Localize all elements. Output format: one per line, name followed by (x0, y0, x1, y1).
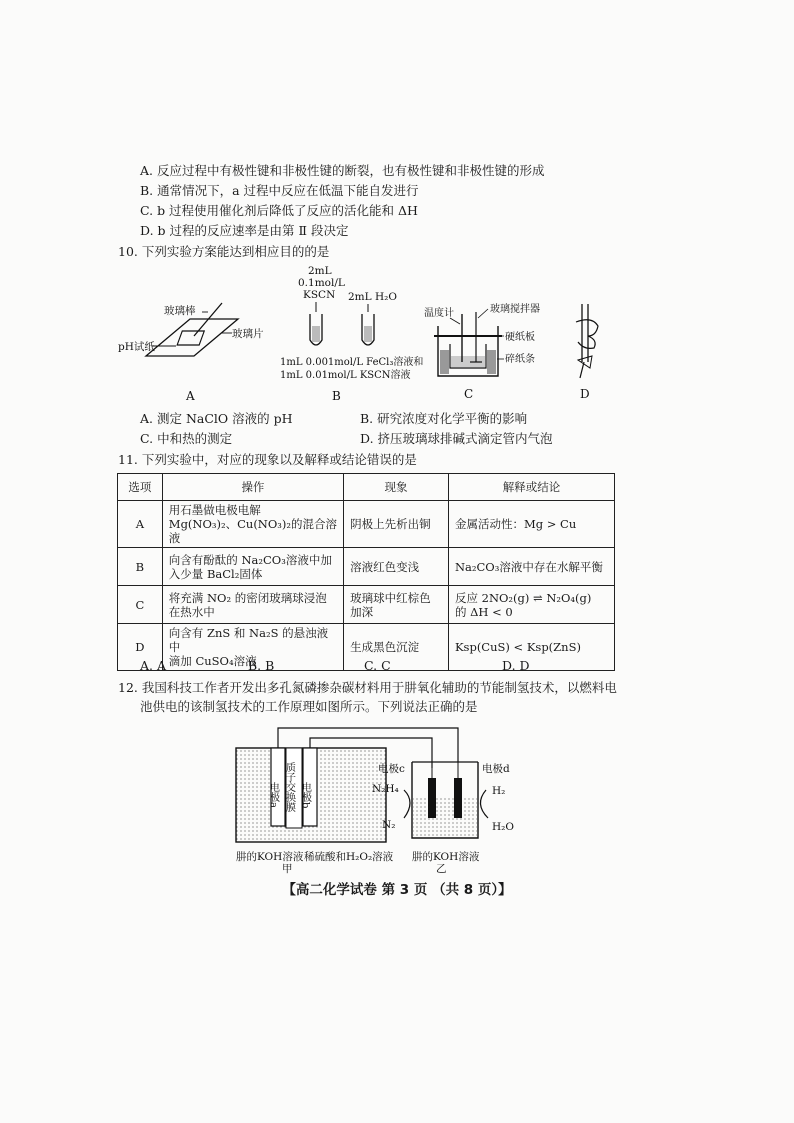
plate-label: 玻璃片 (232, 328, 264, 340)
q10-stem: 10. 下列实验方案能达到相应目的的是 (118, 244, 330, 259)
row-phenomenon: 溶液红色变浅 (344, 548, 449, 586)
q12-stem-line1: 12. 我国科技工作者开发出多孔氮磷掺杂碳材料用于肼氧化辅助的节能制氢技术，以燃料电 (118, 680, 617, 695)
kscn-vol: 2mL (308, 265, 332, 277)
thermometer-label: 温度计 (424, 308, 454, 319)
table-row (118, 586, 615, 624)
row-option: C (118, 586, 163, 624)
row-option: B (118, 548, 163, 586)
phenomenon-line: 玻璃球中红棕色 (350, 590, 431, 605)
electrode-c (428, 778, 436, 818)
page-footer: 【高二化学试卷 第 3 页 （共 8 页）】 (282, 882, 512, 898)
q11-option-c: C. C (364, 658, 391, 673)
fecl3-label: 1mL 0.001mol/L FeCl₃溶液和 (280, 357, 424, 368)
row-conclusion: 金属活动性：Mg > Cu (448, 501, 614, 548)
q10-option-c: C. 中和热的测定 (140, 431, 233, 446)
table-row (118, 548, 615, 586)
operation-line: 在热水中 (168, 604, 215, 619)
q10-figure-c (420, 298, 560, 406)
q11-option-a: A. A (140, 658, 167, 673)
cell-yi-solution (413, 796, 477, 837)
electrode-a-label: 电极a (267, 782, 279, 808)
q10-figure-b (270, 262, 424, 404)
left-solution-label: 肼的KOH溶液 (236, 851, 304, 863)
fig-c-label: C (464, 387, 474, 401)
q9-option-b: B. 通常情况下，a 过程中反应在低温下能自发进行 (140, 183, 419, 198)
scraps-label: 碎纸条 (505, 354, 535, 365)
operation-line: 向含有酚酞的 Na₂CO₃溶液中加 (168, 552, 332, 567)
burette-tip (580, 362, 584, 378)
header-operation: 操作 (162, 474, 343, 501)
row-phenomenon (344, 586, 449, 624)
table-row (118, 501, 615, 548)
tube-1-liquid (312, 326, 320, 342)
row-option: A (118, 501, 163, 548)
header-conclusion: 解释或结论 (448, 474, 614, 501)
row-operation (162, 586, 343, 624)
q10-option-b: B. 研究浓度对化学平衡的影响 (360, 411, 528, 426)
fig-b-label: B (332, 389, 341, 403)
conclusion-line: 的 ΔH < 0 (454, 604, 513, 619)
cell-yi-solution-label: 肼的KOH溶液 (412, 851, 480, 863)
scraps-right (487, 350, 496, 374)
right-solution-label: 稀硫酸和H₂O₂溶液 (304, 851, 394, 863)
fig-a-label: A (186, 389, 195, 403)
electrode-d (454, 778, 462, 818)
operation-line: 滴加 CuSO₄溶液 (168, 654, 257, 668)
paper-label: pH试纸 (118, 341, 155, 353)
q11-option-d: D. D (502, 658, 530, 673)
row-operation (162, 548, 343, 586)
operation-line: Mg(NO₃)₂、Cu(NO₃)₂的混合溶液 (168, 517, 338, 545)
row-phenomenon: 阴极上先析出铜 (344, 501, 449, 548)
q9-option-c: C. b 过程使用催化剂后降低了反应的活化能和 ΔH (140, 203, 418, 218)
ph-paper-shape (177, 331, 204, 345)
header-option: 选项 (118, 474, 163, 501)
q10-option-d: D. 挤压玻璃球排碱式滴定管内气泡 (360, 431, 553, 446)
operation-line: 将充满 NO₂ 的密闭玻璃球浸泡 (168, 590, 327, 605)
tip-bend (578, 356, 592, 368)
kscn-name: KSCN (303, 289, 336, 301)
operation-line: 用石墨做电极电解 (168, 503, 261, 517)
q12-stem-line2: 池供电的该制氢技术的工作原理如图所示。下列说法正确的是 (140, 699, 478, 714)
rod-label: 玻璃棒 (164, 305, 196, 317)
operation-line: 入少量 BaCl₂固体 (168, 566, 263, 581)
h2o-label: H₂O (492, 821, 514, 833)
cell-yi-label: 乙 (436, 863, 447, 875)
q11-stem: 11. 下列实验中，对应的现象以及解释或结论错误的是 (118, 452, 417, 467)
q10-option-a: A. 测定 NaClO 溶液的 pH (140, 411, 293, 426)
n2h4-label: N₂H₄ (372, 783, 399, 795)
q10-figure-a (118, 296, 264, 406)
q11-option-b: B. B (248, 658, 275, 673)
q11-table (117, 473, 615, 671)
phenomenon-line: 加深 (350, 604, 374, 619)
glass-plate-shape (146, 319, 238, 356)
header-phenomenon: 现象 (344, 474, 449, 501)
operation-line: 向含有 ZnS 和 Na₂S 的悬浊液中 (168, 626, 329, 654)
q9-option-a: A. 反应过程中有极性键和非极性键的断裂，也有极性键和非极性键的形成 (140, 163, 545, 178)
board-label: 硬纸板 (505, 332, 535, 343)
row-conclusion: Na₂CO₃溶液中存在水解平衡 (448, 548, 614, 586)
kscn-solution-label: 1mL 0.01mol/L KSCN溶液 (280, 370, 411, 381)
row-option: D (118, 624, 163, 671)
row-conclusion: Ksp(CuS) < Ksp(ZnS) (448, 624, 614, 671)
stirrer-label: 玻璃搅拌器 (490, 304, 540, 315)
table-header-row (118, 474, 615, 501)
row-conclusion (448, 586, 614, 624)
arrow-n2h4-in (404, 790, 410, 818)
hand-fingers (576, 320, 598, 349)
kscn-conc: 0.1mol/L (298, 277, 345, 289)
water-label: 2mL H₂O (348, 291, 397, 303)
q9-option-d: D. b 过程的反应速率是由第 Ⅱ 段决定 (140, 223, 349, 238)
h2-label: H₂ (492, 785, 506, 797)
cell-jia-label: 甲 (282, 863, 293, 875)
fig-d-label: D (580, 387, 590, 401)
row-phenomenon: 生成黑色沉淀 (344, 624, 449, 671)
electrode-d-label: 电极d (482, 763, 510, 775)
row-operation (162, 501, 343, 548)
membrane-label: 质子交换膜 (283, 762, 295, 812)
tube-2-liquid (364, 326, 372, 342)
arrow-h2-out (480, 790, 488, 818)
electrode-b-label: 电极b (299, 782, 311, 809)
conclusion-line: 反应 2NO₂(g) ⇌ N₂O₄(g) (454, 590, 592, 605)
electrode-c-label: 电极c (378, 763, 405, 775)
q12-figure (200, 722, 540, 875)
thermo-leader (450, 318, 460, 324)
q10-figure-d (562, 300, 612, 406)
n2-label: N₂ (382, 819, 396, 831)
scraps-left (440, 350, 449, 374)
stirrer-leader (478, 309, 488, 318)
